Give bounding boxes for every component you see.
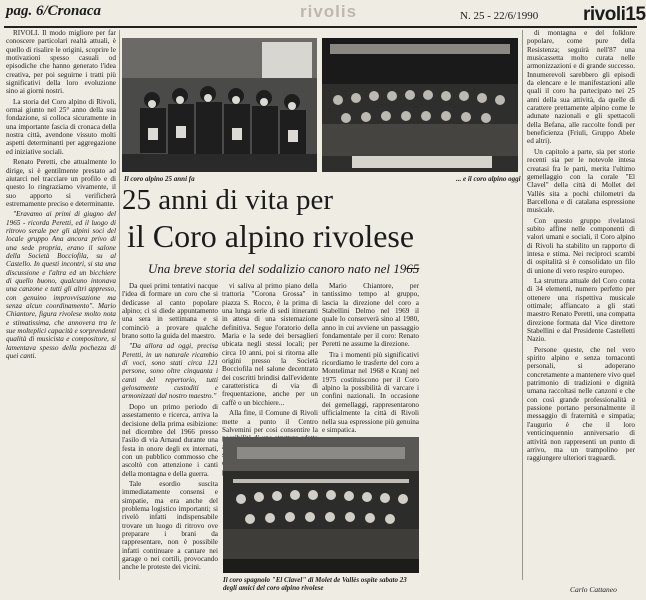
col2-paragraph: "Da allora ad oggi, precisa Peretti, in un naturale ricambio di voci, sono stati circa 121 persone, sono oltre cinquanta i canti del repertorio, tutti gelosamente custoditi e armonizzati dal nostro maestro." — [122, 342, 218, 401]
section-label: pag. 6/Cronaca — [6, 3, 102, 19]
column-divider — [119, 30, 120, 580]
photo-choir-25-years-ago — [122, 38, 317, 172]
newspaper-logo: rivoli15 — [583, 4, 646, 25]
col3-paragraph: Alla fine, il Comune di Rivoli mette a punto il Centro Salvemini per così consentire la — [222, 409, 318, 434]
col5-paragraph: Con questo gruppo rivelatosi subito affine nelle componenti di valori umani e sociali, il Coro alpino di Rivoli ha stabilito un rapporto di intesa e stima. Nei reciproci scambi di ospitalità si è consolidato un filo di unione di vero respiro europeo. — [527, 216, 635, 275]
article-column-1 — [6, 29, 116, 582]
col4-paragraph: Tra i momenti più significativi ricordiamo le trasferte del coro a Montelimar nel 1968 e Kranj nel 1975 costituiscono per il Coro alpino la possibilità di varcare i confini nazionali. In occasione dei gemellaggi, rappresentarono ufficialmente la città di Rivoli nella sua espressione più genuina e simpatica. — [322, 350, 419, 434]
col1-paragraph: La storia del Coro alpino di Rivoli, ormai giunto nel 25° anno della sua fondazione, si colloca sicuramente in una importante fascia di cronaca della nostra città, avendone vissuto molti aspetti determinanti per aggregazione ed iniziative sociali. — [6, 97, 116, 156]
col5-paragraph: La struttura attuale del Coro conta di 34 elementi, numero perfetto per ottenere una rispettiva musicale ottimale; affiancato a gli stati maestro Renato Peretti, una compatta direzione formata dal Vice direttore Stabellini e dal Presidente Castelletti Nazio. — [527, 276, 635, 344]
article-column-3 — [222, 282, 318, 432]
author-signature: Carlo Cattaneo — [570, 585, 617, 594]
subtitle-text: Una breve storia del sodalizio canoro nato nel 19 — [148, 261, 407, 276]
col2-paragraph: Dopo un primo periodo di assestamento e ricerca, arriva la decisione della prima esibizione: nel dicembre del 1966 presso l'asilo di via Arnaud durante una festa in onore degli ex internati, con un pubblico commosso che ascoltò con attenzione i canti della montagna e della guerra. — [122, 402, 218, 478]
col2-paragraph: Tale esordio suscita immediatamente consensi e simpatie, ma era anche del problema logistico importanti; si rivelò infatti indispensabile trovare un luogo di ritrovo ove preparare i brani da rappresentare, non è possibile infatti continuare a cantare nei garage o nei cortili, provocando anche le proteste dei vicini. — [122, 479, 218, 572]
column-divider — [522, 30, 523, 580]
col3-paragraph: vi saliva al primo piano della trattoria "Corona Grossa" in piazza S. Rocco, è la prima di una lunga serie di sedi itineranti in attesa di una sistemazione definitiva. Segue l'oratorio della Maria e la sede dei bersaglieri ubicata negli stessi locali; per circa 10 anni, poi si ritorna alle origini presso la Società Bocciofila nel salone decentrato dei coscritti brindisi dall'evidente caratteristica di via di frequentazione, anche per un caffè o un bicchiere... — [222, 282, 318, 407]
photo-caption-right: ... e il coro alpino oggi — [456, 175, 521, 183]
col1-paragraph: "Eravamo ai primi di giugno del 1965 - ricorda Peretti, ed il luogo di ritrovo serale per gli alpini soci del locale gruppo Ana ancora privo di una sede propria, erano il salone della Società Bocciofila, su al Castello. In questi incontri, si sta una discussione e l'altra ed un bicchiere di quello buono, qualcuno intonava una canzone e tutti gli altri appresso, con genuino improvvisazione ma senza alcun coordinamento". Mario Chiantore, figura rivolese molto nota e stimatissima, che annovera tra le sue molteplici capacità e sorprendenti qualità di musicista e compositore, si lamentava spesso della pochezza di quei canti. — [6, 210, 116, 361]
bleed-through-title: rivolis — [300, 2, 358, 21]
photo-caption-bottom: Il coro spagnolo "El Clavel" di Molet de Vallès ospite sabato 23 degli amici del coro alpino rivolese — [223, 576, 407, 592]
col1-paragraph: RIVOLI. Il modo migliore per far conoscere particolari realtà attuali, è quello di risalire le origini, scoprire le motivazioni spesso casuali od episodiche che hanno generato l'idea creativa, per poi seguirne i tratti più significativi della loro evoluzione sino ai giorni nostri. — [6, 29, 116, 96]
headline-line-1: 25 anni di vita per — [122, 184, 334, 216]
headline-line-2: il Coro alpino rivolese — [127, 218, 415, 254]
article-column-2 — [122, 282, 218, 598]
col2-paragraph: Da quei primi tentativi nacque l'idea di formare un coro che si dedicasse al canto popolare alpino; ci si diede appuntamento una sera in settimana e si cominciò a provare qualche brano sotto la guida del maestro. — [122, 282, 218, 341]
article-column-5 — [527, 29, 635, 583]
subtitle-year-end: 65 — [406, 261, 420, 276]
col4-paragraph: Mario Chiantore, per tantissimo tempo al gruppo, lascia la direzione del coro a Stabellini Delmo nel 1969 il quale lo conserverà sino al 1980, anno in cui avviene un passaggio fondamentale per il coro: Renato Peretti ne assume la direzione. — [322, 282, 419, 349]
subtitle — [148, 261, 419, 277]
col1-paragraph: Renato Peretti, che attualmente lo dirige, si è gentilmente prestato ad aiutarci nel tracciare un profilo e di questo lo ringraziamo vivamente, il suo apporto si verificherà estremamente preciso e determinante. — [6, 158, 116, 208]
photo-caption-left: Il coro alpino 25 anni fa — [124, 175, 195, 183]
col5-paragraph: Un capitolo a parte, sia per storie recenti sia per le notevole intesa creatasi fra le parti, merita l'ultimo gemellaggio con la corale "El Clavel" della città di Mollet del Vallès sita a pochi chilometri da Barcellona e di catalana espressione musicale. — [527, 147, 635, 215]
col5-paragraph: Persone queste, che nel vero spirito alpino e senza tornaconti personali, si adoperano concretamente a mantenere vivo quel patrimonio di tradizioni e dignità umana raccoltasi nelle canzoni e che con così grande professionalità e passione portano personalmente il messaggio di fraternità e simpatia; l'augurio è che il loro venticinquennio anniversario di attività non rappresenti un punto di arrivo, ma un trampolino per raggiungere ulteriori traguardi. — [527, 345, 635, 463]
col5-paragraph: di montagna e del folklore popolare, come pure della Resistenza; seguirà nell'87 una musicassetta molto curata nelle armonizzazioni e di grande successo. Innumerevoli sarebbero gli episodi da elencare e le manifestazioni alle quali il coro ha partecipato nei 25 anni della sua attività, da quelle di carattere prettamente alpino come le adunate nazionali e gli spettacoli della Befana, alle raccolte fondi per beneficienza (Friuli, Gruppo Abele ed altri). — [527, 29, 635, 146]
issue-info: N. 25 - 22/6/1990 — [460, 10, 539, 22]
photo-el-clavel-choir — [223, 437, 419, 573]
masthead-rule — [4, 26, 637, 28]
photo-choir-today — [322, 38, 518, 172]
